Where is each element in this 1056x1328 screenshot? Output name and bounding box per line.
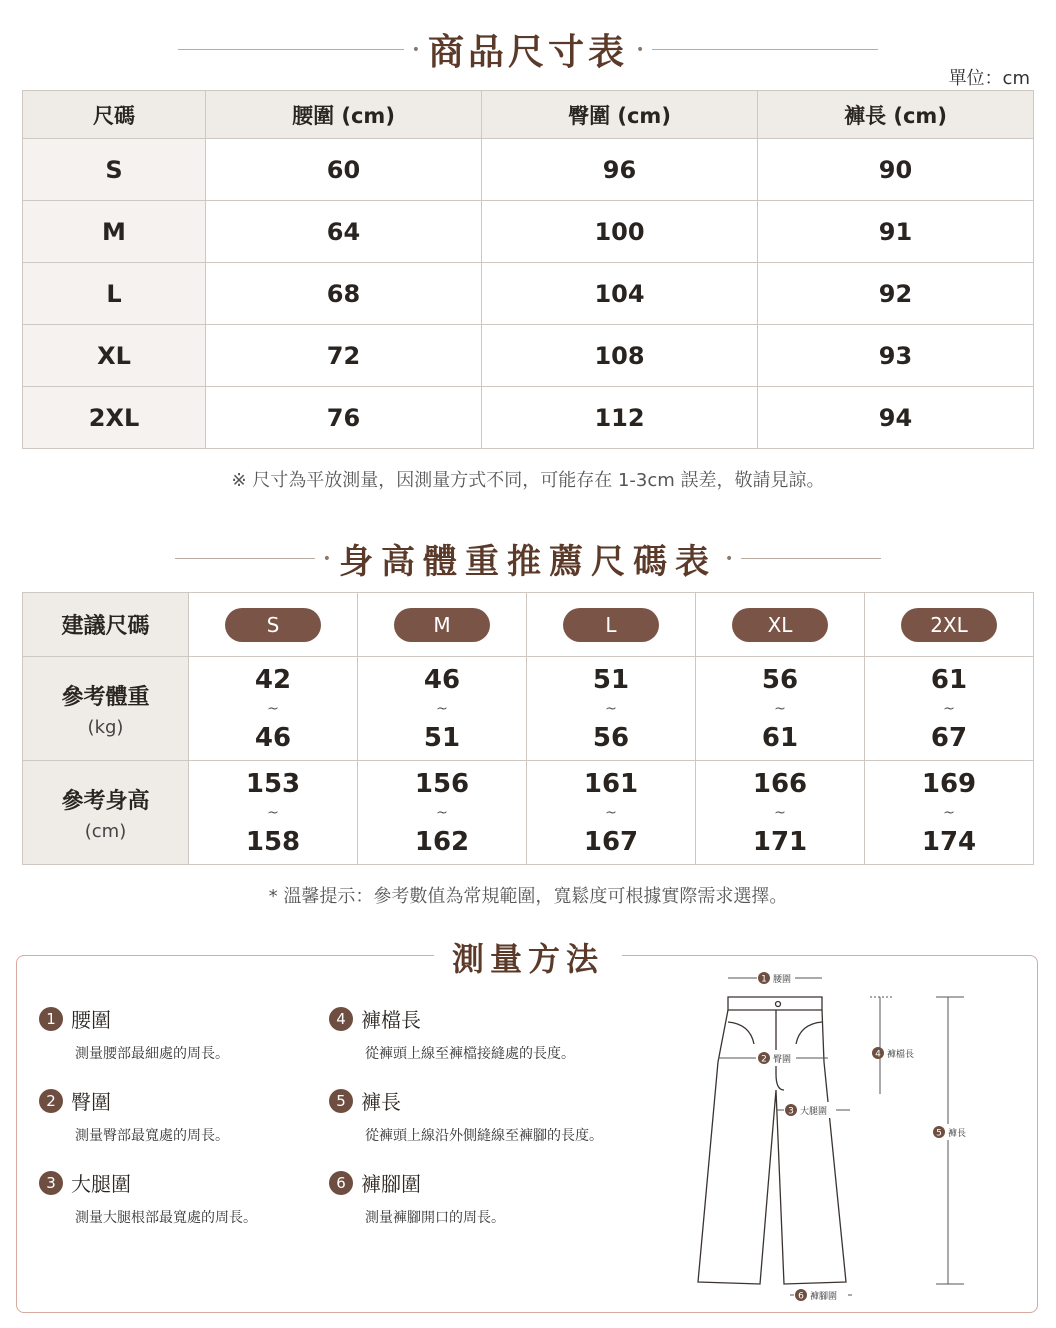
hip-cell: 104 [482,263,758,325]
size-pill-cell [865,593,1034,657]
thigh-marker [784,1102,836,1118]
size-cell: 2XL [23,387,206,449]
size-cell: M [23,201,206,263]
table-row [23,139,1034,201]
size-chart-title-row [0,24,1056,75]
size-row-head [23,593,189,657]
svg-text:3: 3 [788,1106,794,1117]
recommend-table [22,592,1034,865]
measure-item [329,1086,603,1145]
waist-cell: 64 [206,201,482,263]
range-to: 51 [423,722,461,753]
unit-label: 單位：cm [948,68,1030,89]
range-tilde: ~ [943,700,955,717]
table-row [23,263,1034,325]
height-cell [358,761,527,865]
weight-cell [865,657,1034,761]
length-cell: 94 [758,387,1034,449]
weight-cell [189,657,358,761]
measure-item [39,1168,257,1227]
item-desc: 從褲頭上線至褲檔接縫處的長度。 [365,1046,575,1062]
header-hip: 臀圍 (cm) [482,91,758,139]
weight-cell [696,657,865,761]
range-to: 174 [921,826,977,857]
height-unit: (cm) [84,820,127,842]
size-table [22,90,1034,449]
item-desc: 測量腰部最細處的周長。 [75,1046,229,1062]
range-tilde: ~ [267,700,279,717]
header-size: 尺碼 [23,91,206,139]
height-label: 參考身高 [61,788,150,814]
size-row [23,593,1034,657]
range-tilde: ~ [943,804,955,821]
range-from: 51 [592,664,630,695]
height-cell [696,761,865,865]
item-label: 褲長 [361,1090,401,1114]
range-to: 171 [752,826,808,857]
weight-cell [527,657,696,761]
recommend-title-row [0,534,1056,583]
weight-label: 參考體重 [61,684,150,710]
range-to: 158 [245,826,301,857]
recommend-note: * 溫馨提示：參考數值為常規範圍，寬鬆度可根據實際需求選擇。 [268,886,788,907]
hip-diagram-label: 臀圍 [773,1055,792,1065]
recommend-title: 身高體重推薦尺碼表 [339,542,717,582]
title-rule-right [652,49,878,50]
pants-outline [698,997,846,1284]
rise-diagram-label: 褲檔長 [887,1050,915,1060]
title-dot: • [322,550,331,567]
rise-marker [872,1047,914,1060]
measure-item [329,1168,505,1227]
range-tilde: ~ [267,804,279,821]
length-diagram-label: 褲長 [948,1129,967,1139]
range-from: 156 [414,768,470,799]
header-waist: 腰圍 (cm) [206,91,482,139]
item-desc: 測量褲腳開口的周長。 [365,1210,505,1226]
waist-cell: 68 [206,263,482,325]
range-to: 167 [583,826,639,857]
size-cell: XL [23,325,206,387]
size-cell: S [23,139,206,201]
title-dot: • [636,41,645,58]
measure-title: 測量方法 [434,934,622,980]
range-from: 166 [752,768,808,799]
range-from: 56 [761,664,799,695]
item-desc: 測量大腿根部最寬處的周長。 [75,1210,257,1226]
svg-text:5: 5 [936,1128,942,1139]
item-label: 腰圍 [71,1008,111,1032]
range-from: 42 [254,664,292,695]
height-row [23,761,1034,865]
size-pill: M [394,608,490,642]
size-table-header [23,91,1034,139]
item-label: 大腿圍 [71,1172,131,1196]
range-to: 56 [592,722,630,753]
length-cell: 90 [758,139,1034,201]
title-rule-right [741,558,881,559]
header-length: 褲長 (cm) [758,91,1034,139]
item-label: 褲檔長 [361,1008,421,1032]
waist-marker [757,970,795,986]
size-row-label: 建議尺碼 [61,614,150,639]
hip-cell: 112 [482,387,758,449]
item-number: 2 [39,1089,63,1113]
svg-text:1: 1 [761,974,767,985]
table-row [23,325,1034,387]
size-pill-cell [358,593,527,657]
weight-row-head [23,657,189,761]
measure-item [329,1004,575,1063]
range-to: 61 [761,722,799,753]
range-from: 161 [583,768,639,799]
height-cell [189,761,358,865]
item-number: 3 [39,1171,63,1195]
size-pill-cell [696,593,865,657]
hip-cell: 96 [482,139,758,201]
range-tilde: ~ [774,804,786,821]
table-row [23,387,1034,449]
range-from: 153 [245,768,301,799]
range-to: 162 [414,826,470,857]
size-pill-cell [189,593,358,657]
svg-text:4: 4 [875,1049,881,1060]
item-desc: 測量臀部最寬處的周長。 [75,1128,229,1144]
title-rule-left [175,558,315,559]
range-tilde: ~ [436,700,448,717]
hip-marker [756,1050,796,1066]
hip-cell: 100 [482,201,758,263]
range-from: 61 [930,664,968,695]
size-pill: 2XL [901,608,997,642]
height-cell [865,761,1034,865]
size-cell: L [23,263,206,325]
measure-item [39,1004,229,1063]
waist-cell: 60 [206,139,482,201]
range-tilde: ~ [774,700,786,717]
table-row [23,201,1034,263]
item-label: 臀圍 [71,1090,111,1114]
item-desc: 從褲頭上線沿外側縫線至褲腳的長度。 [365,1128,603,1144]
size-pill: XL [732,608,828,642]
range-from: 169 [921,768,977,799]
length-marker [928,1124,968,1140]
size-chart-title: 商品尺寸表 [427,31,628,73]
range-tilde: ~ [605,700,617,717]
range-to: 46 [254,722,292,753]
length-cell: 91 [758,201,1034,263]
weight-row [23,657,1034,761]
hem-diagram-label: 褲腳圍 [810,1292,838,1302]
height-row-head [23,761,189,865]
hem-marker [794,1287,848,1303]
size-pill: S [225,608,321,642]
item-number: 6 [329,1171,353,1195]
item-number: 1 [39,1007,63,1031]
waist-cell: 76 [206,387,482,449]
size-pill-cell [527,593,696,657]
range-to: 67 [930,722,968,753]
svg-text:2: 2 [761,1054,767,1065]
range-tilde: ~ [605,804,617,821]
item-number: 4 [329,1007,353,1031]
size-pill: L [563,608,659,642]
item-label: 褲腳圍 [361,1172,421,1196]
title-dot: • [411,41,420,58]
item-number: 5 [329,1089,353,1113]
weight-cell [358,657,527,761]
hip-cell: 108 [482,325,758,387]
range-from: 46 [423,664,461,695]
pants-diagram [680,962,980,1307]
measure-item [39,1086,229,1145]
length-cell: 92 [758,263,1034,325]
waist-cell: 72 [206,325,482,387]
waist-diagram-label: 腰圍 [773,975,792,985]
size-chart-note: ※ 尺寸為平放測量，因測量方式不同，可能存在 1-3cm 誤差，敬請見諒。 [231,470,825,491]
title-dot: • [725,550,734,567]
svg-text:6: 6 [798,1291,804,1302]
thigh-diagram-label: 大腿圍 [800,1107,828,1117]
range-tilde: ~ [436,804,448,821]
length-cell: 93 [758,325,1034,387]
title-rule-left [178,49,404,50]
weight-unit: (kg) [87,716,124,738]
height-cell [527,761,696,865]
